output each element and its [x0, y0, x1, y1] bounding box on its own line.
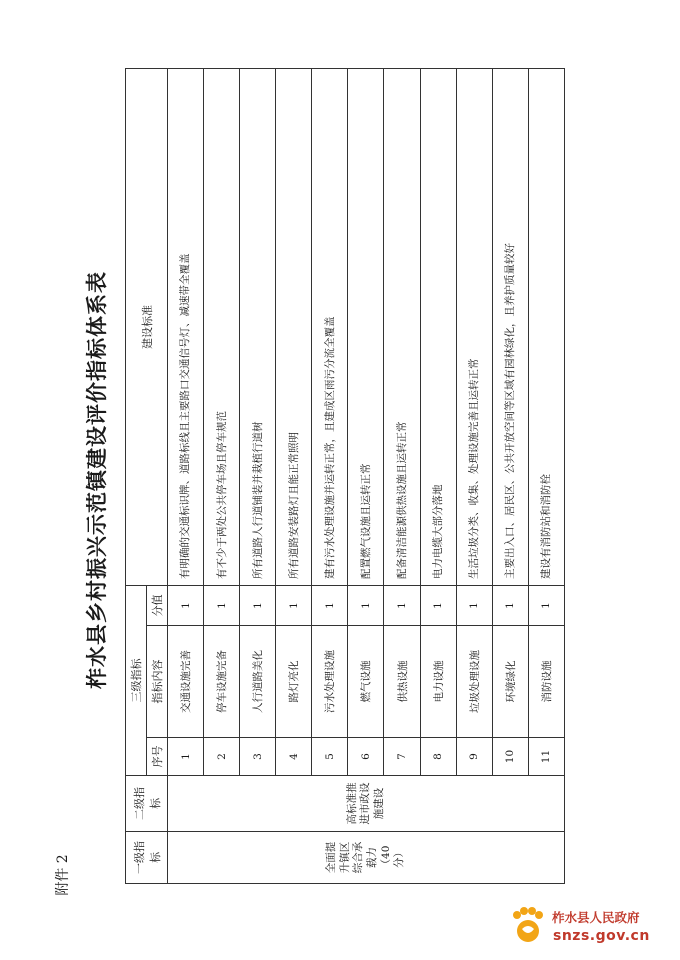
standard-cell: 有不少于两处公共停车场且停车规范	[204, 69, 240, 586]
attachment-label: 附件 2	[55, 854, 71, 896]
seq-cell: 6	[348, 738, 384, 776]
table-body	[168, 69, 565, 884]
table-row	[384, 69, 420, 884]
table-row	[420, 69, 456, 884]
seq-cell: 2	[204, 738, 240, 776]
content-cell: 供热设施	[384, 626, 420, 738]
seq-cell: 4	[276, 738, 312, 776]
table-wrapper	[125, 68, 565, 884]
seq-cell: 5	[312, 738, 348, 776]
standard-cell: 所有道路安装路灯且能正常照明	[276, 69, 312, 586]
header-level3: 三级指标	[126, 586, 147, 776]
score-cell: 1	[456, 586, 492, 626]
content-cell: 垃圾处理设施	[456, 626, 492, 738]
table-row	[456, 69, 492, 884]
content-cell: 人行道路美化	[240, 626, 276, 738]
score-cell: 1	[384, 586, 420, 626]
seq-cell: 10	[492, 738, 528, 776]
table-row	[492, 69, 528, 884]
standard-cell: 配备清洁能源供热设施且运转正常	[384, 69, 420, 586]
score-cell: 1	[420, 586, 456, 626]
standard-cell: 生活垃圾分类、收集、处理设施完善且运转正常	[456, 69, 492, 586]
zuoshui-gov-logo-icon	[510, 905, 546, 945]
content-cell: 路灯亮化	[276, 626, 312, 738]
content-cell: 消防设施	[528, 626, 564, 738]
seq-cell: 11	[528, 738, 564, 776]
header-standard: 建设标准	[126, 69, 168, 586]
score-cell: 1	[492, 586, 528, 626]
content-cell: 污水处理设施	[312, 626, 348, 738]
seq-cell: 7	[384, 738, 420, 776]
score-cell: 1	[348, 586, 384, 626]
score-cell: 1	[276, 586, 312, 626]
score-cell: 1	[204, 586, 240, 626]
standard-cell: 所有道路人行道铺装并栽植行道树	[240, 69, 276, 586]
seq-cell: 1	[168, 738, 204, 776]
header-seq: 序号	[147, 738, 168, 776]
score-cell: 1	[312, 586, 348, 626]
standard-cell: 建设有消防站和消防栓	[528, 69, 564, 586]
table-row	[348, 69, 384, 884]
header-level2: 二级指标	[126, 776, 168, 832]
indicator-table	[125, 68, 565, 884]
score-cell: 1	[528, 586, 564, 626]
header-content: 指标内容	[147, 626, 168, 738]
standard-cell: 电力电缆大部分落地	[420, 69, 456, 586]
score-cell: 1	[168, 586, 204, 626]
score-cell: 1	[240, 586, 276, 626]
table-row	[312, 69, 348, 884]
standard-cell: 有明确的交通标识牌、道路标线且主要路口交通信号灯、减速带全覆盖	[168, 69, 204, 586]
content-cell: 交通设施完善	[168, 626, 204, 738]
table-header-row	[126, 69, 147, 884]
header-level1: 一级指标	[126, 832, 168, 884]
level2-cell: 高标准推进市政设施建设	[168, 776, 565, 832]
seq-cell: 9	[456, 738, 492, 776]
standard-cell: 建有污水处理设施并运转正常，且建成区雨污分流全覆盖	[312, 69, 348, 586]
content-cell: 燃气设施	[348, 626, 384, 738]
document-title: 柞水县乡村振兴示范镇建设评价指标体系表	[84, 271, 109, 689]
standard-cell: 配置燃气设施且运转正常	[348, 69, 384, 586]
table-row	[528, 69, 564, 884]
table-row	[240, 69, 276, 884]
table-row	[276, 69, 312, 884]
content-cell: 环境绿化	[492, 626, 528, 738]
standard-cell: 主要出入口、居民区、公共开放空间等区域有园林绿化，且养护质量较好	[492, 69, 528, 586]
content-cell: 停车设施完备	[204, 626, 240, 738]
content-cell: 电力设施	[420, 626, 456, 738]
watermark-site-name: 柞水县人民政府	[552, 910, 640, 925]
watermark-domain[interactable]: snzs.gov.cn	[553, 928, 650, 944]
table-row	[204, 69, 240, 884]
table-row	[168, 69, 204, 884]
header-score: 分值	[147, 586, 168, 626]
seq-cell: 3	[240, 738, 276, 776]
seq-cell: 8	[420, 738, 456, 776]
level1-cell: 全面提升镇区综合承载力（40 分）	[168, 832, 565, 884]
